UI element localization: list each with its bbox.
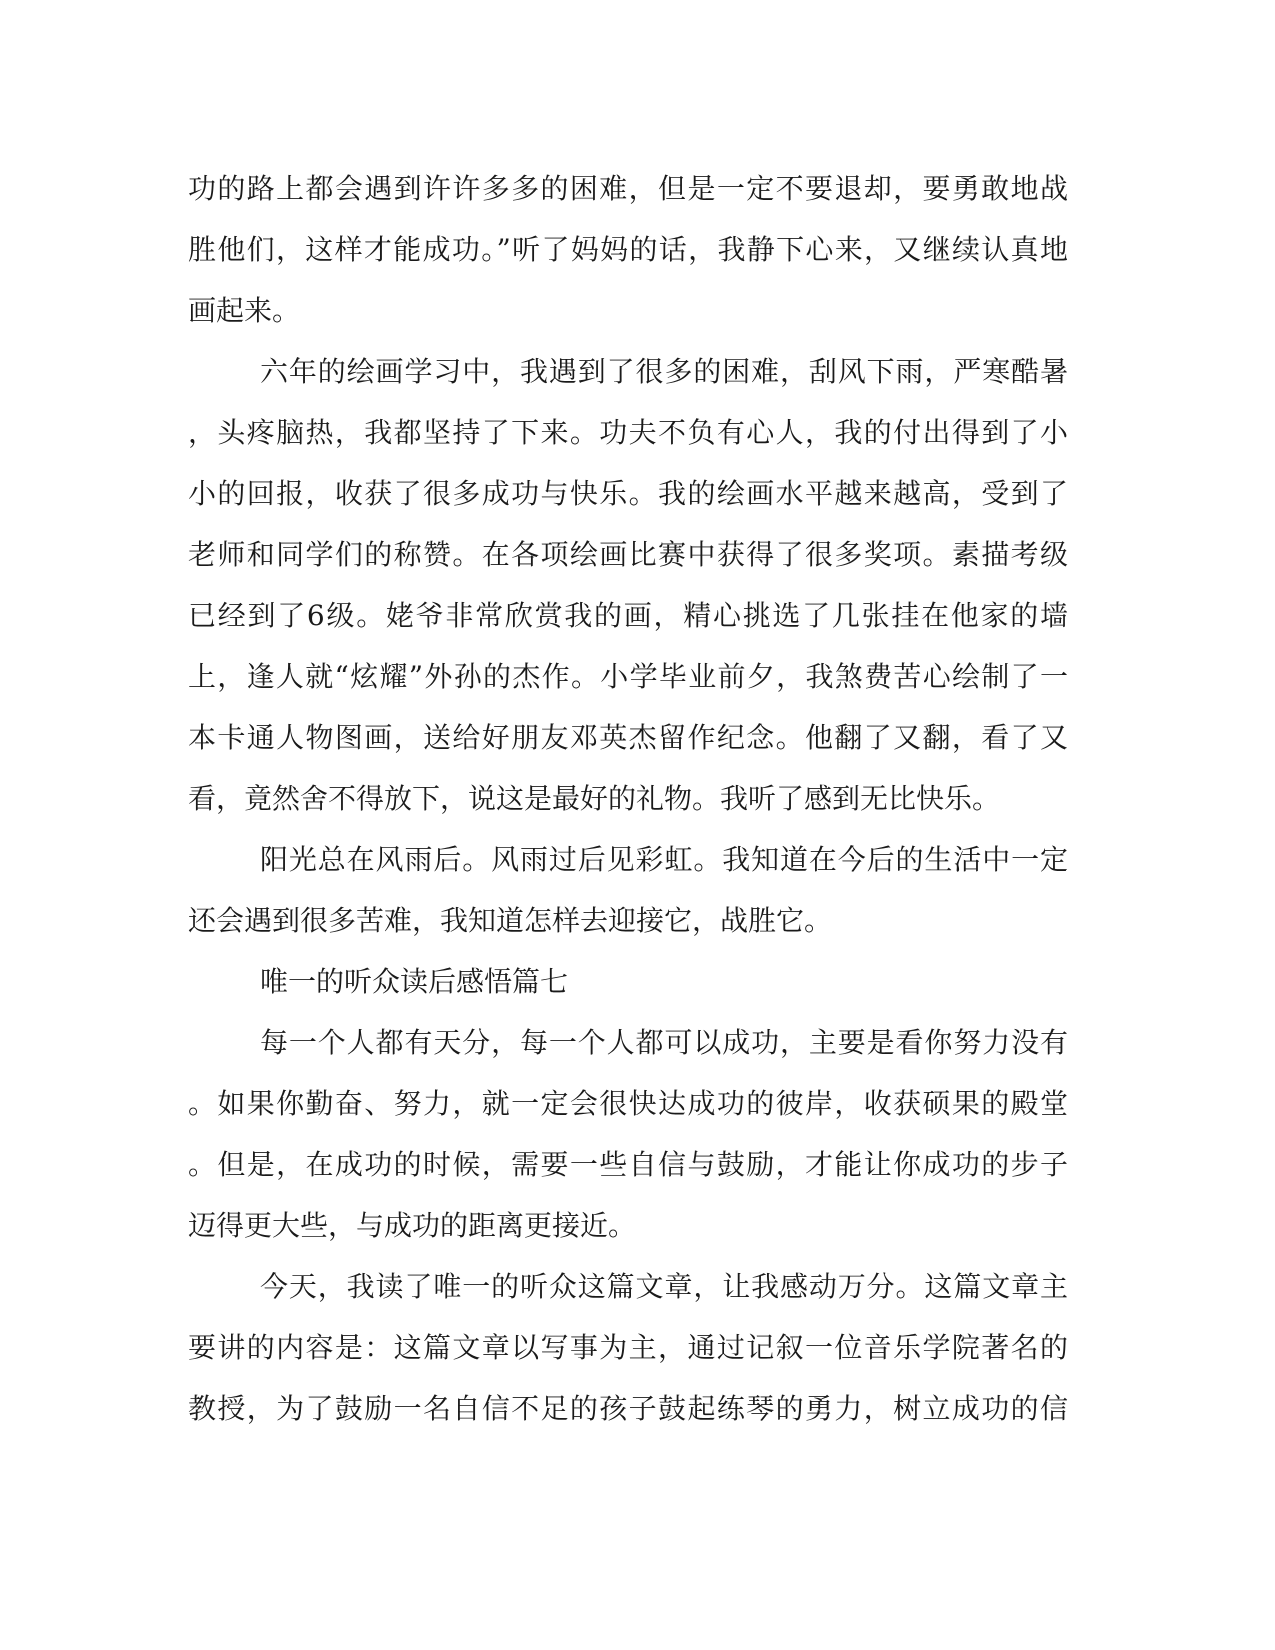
text-line: 六年的绘画学习中，我遇到了很多的困难，刮风下雨，严寒酷暑 [260, 355, 1068, 388]
text-line: 胜他们，这样才能成功。”听了妈妈的话，我静下心来，又继续认真地 [188, 233, 1068, 266]
text-line: 。如果你勤奋、努力，就一定会很快达成功的彼岸，收获硕果的殿堂 [188, 1087, 1068, 1120]
text-line: 教授，为了鼓励一名自信不足的孩子鼓起练琴的勇力，树立成功的信 [188, 1392, 1068, 1425]
text-line: 阳光总在风雨后。风雨过后见彩虹。我知道在今后的生活中一定 [260, 843, 1068, 876]
section-heading: 唯一的听众读后感悟篇七 [260, 965, 569, 998]
document-body [188, 158, 1068, 1439]
text-line: 上，逢人就“炫耀”外孙的杰作。小学毕业前夕，我煞费苦心绘制了一 [188, 660, 1068, 693]
text-line: 要讲的内容是：这篇文章以写事为主，通过记叙一位音乐学院著名的 [188, 1331, 1068, 1364]
text-line: 本卡通人物图画，送给好朋友邓英杰留作纪念。他翻了又翻，看了又 [188, 721, 1068, 754]
text-line: 。但是，在成功的时候，需要一些自信与鼓励，才能让你成功的步子 [188, 1148, 1068, 1181]
text-line: 已经到了6级。姥爷非常欣赏我的画，精心挑选了几张挂在他家的墙 [188, 599, 1068, 632]
text-line: 还会遇到很多苦难，我知道怎样去迎接它，战胜它。 [188, 904, 833, 937]
text-line: 每一个人都有天分，每一个人都可以成功，主要是看你努力没有 [260, 1026, 1068, 1059]
text-line: 功的路上都会遇到许许多多的困难，但是一定不要退却，要勇敢地战 [188, 172, 1068, 205]
text-line: 看，竟然舍不得放下，说这是最好的礼物。我听了感到无比快乐。 [188, 782, 1001, 815]
text-line: ，头疼脑热，我都坚持了下来。功夫不负有心人，我的付出得到了小 [188, 416, 1068, 449]
text-line: 画起来。 [188, 294, 301, 327]
text-line: 老师和同学们的称赞。在各项绘画比赛中获得了很多奖项。素描考级 [188, 538, 1068, 571]
text-line: 小的回报，收获了很多成功与快乐。我的绘画水平越来越高，受到了 [188, 477, 1068, 510]
text-line: 迈得更大些，与成功的距离更接近。 [188, 1209, 637, 1242]
text-line: 今天，我读了唯一的听众这篇文章，让我感动万分。这篇文章主 [260, 1270, 1068, 1303]
